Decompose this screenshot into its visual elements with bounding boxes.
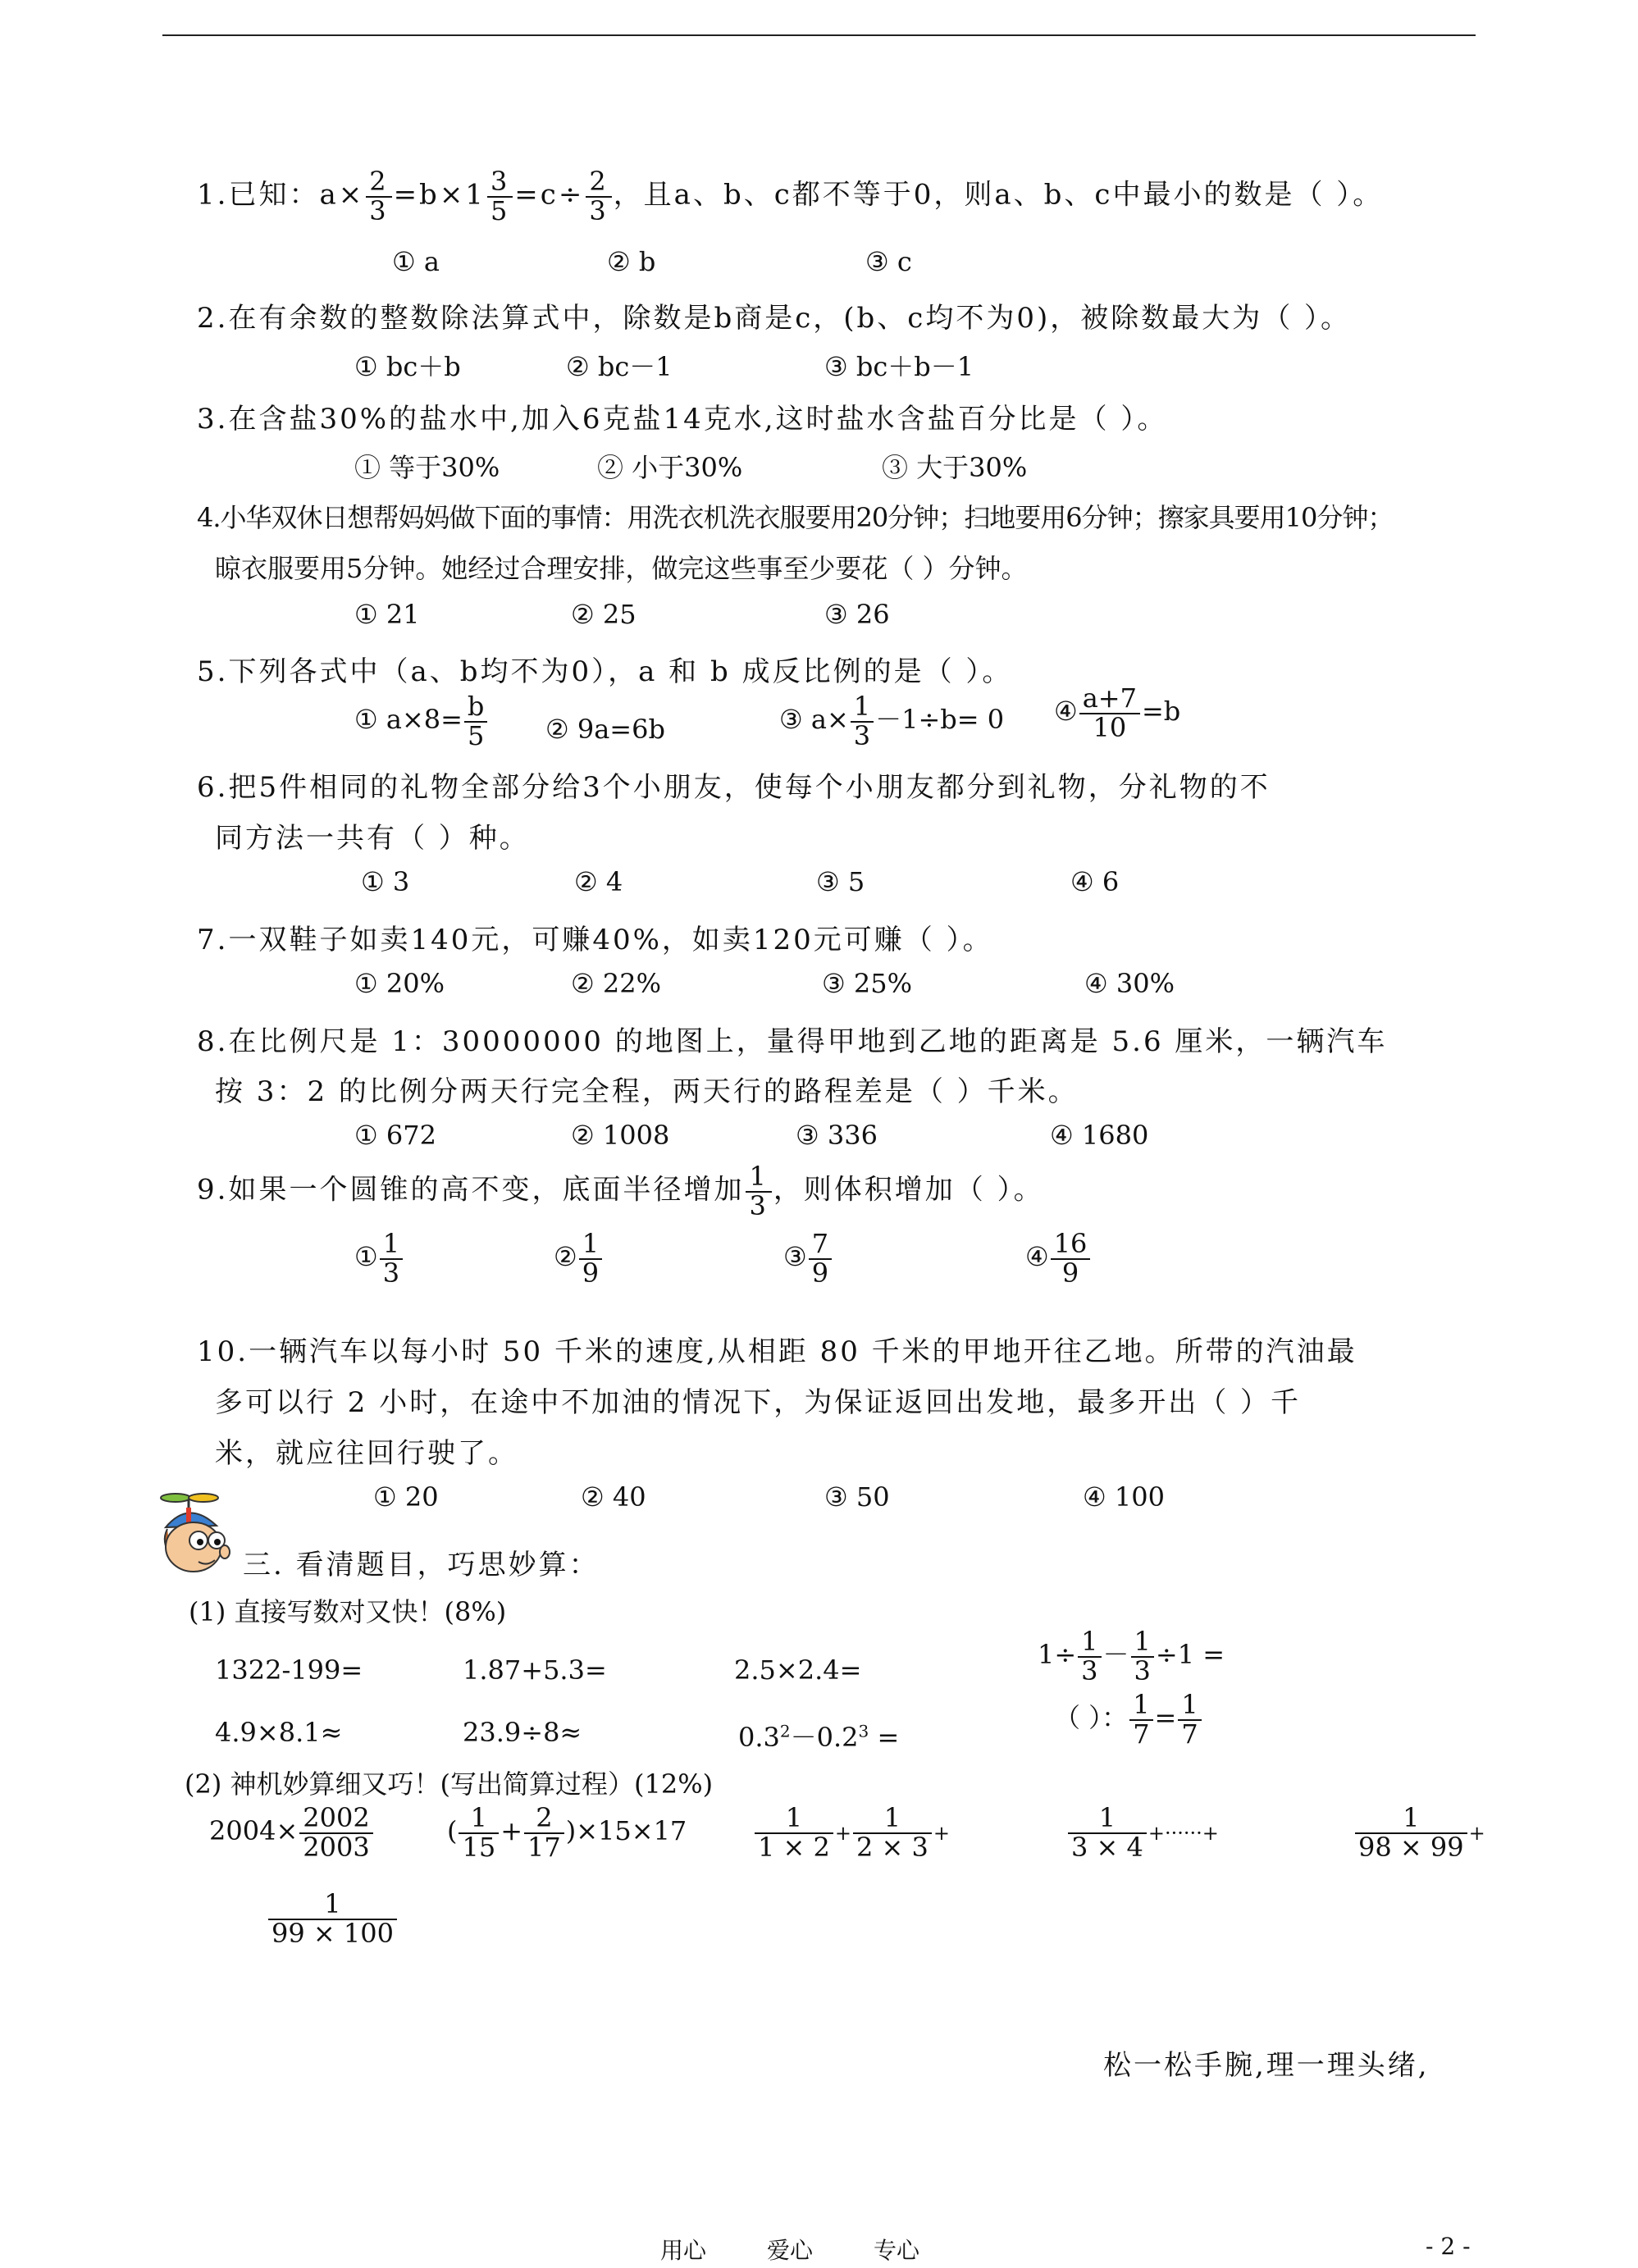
option: ① a×8= $\frac{b}{5}$ bbox=[354, 693, 489, 750]
option: ② b bbox=[607, 246, 656, 277]
question-8-line-1: 8.在比例尺是 1：30000000 的地图上，量得甲地到乙地的距离是 5.6 厘米，一辆汽车 bbox=[197, 1025, 1388, 1058]
expression: $\frac{1}{3 \times 4}$ +······+ bbox=[1066, 1805, 1219, 1861]
question-8-line-2: 按 3：2 的比例分两天行完全程，两天行的路程差是（ ）千米。 bbox=[215, 1075, 1079, 1108]
option: ① 3 bbox=[361, 866, 410, 897]
option: ② 小于30% bbox=[597, 452, 743, 483]
option: ② $\frac{1}{9}$ bbox=[554, 1230, 604, 1287]
calc-item: 2.5×2.4= bbox=[734, 1654, 862, 1686]
calc-item: 4.9×8.1≈ bbox=[215, 1717, 343, 1748]
option: ④ 100 bbox=[1083, 1481, 1165, 1513]
option: ④ $\frac{a+7}{10}$ =b bbox=[1054, 682, 1181, 743]
option: ② 1008 bbox=[571, 1120, 670, 1151]
option: ③ 25% bbox=[822, 968, 912, 999]
option: ① 等于30% bbox=[354, 452, 500, 483]
option: ③ c bbox=[865, 246, 912, 277]
option: ③ a× $\frac{1}{3}$ －1÷b= 0 bbox=[779, 691, 1005, 751]
option: ③ 50 bbox=[824, 1481, 890, 1513]
calc-item: 23.9÷8≈ bbox=[463, 1717, 582, 1748]
calc-item: 1÷ $\frac{1}{3}$ － $\frac{1}{3}$ ÷1 = bbox=[1038, 1626, 1225, 1686]
question-5: 5.下列各式中（a、b均不为0），a 和 b 成反比例的是（ ）。 bbox=[197, 655, 1013, 688]
option: ③ bc＋b－1 bbox=[824, 351, 974, 382]
section-3-title: 三. 看清题目，巧思妙算： bbox=[243, 1549, 600, 1581]
option: ④ 6 bbox=[1070, 866, 1120, 897]
option: ① bc＋b bbox=[354, 351, 461, 382]
option: ④ $\frac{16}{9}$ bbox=[1025, 1230, 1092, 1287]
expression: $\frac{1}{99 \times 100}$ bbox=[267, 1891, 399, 1947]
section-3-part-2: (2) 神机妙算细又巧！(写出简算过程）(12%) bbox=[185, 1768, 714, 1800]
question-10-line-1: 10.一辆汽车以每小时 50 千米的速度,从相距 80 千米的甲地开往乙地。所带的汽油最 bbox=[197, 1335, 1357, 1368]
footer-text: 用心 bbox=[660, 2237, 707, 2264]
header-rule bbox=[162, 34, 1476, 36]
option: ① $\frac{1}{3}$ bbox=[354, 1230, 404, 1287]
question-3: 3.在含盐30%的盐水中,加入6克盐14克水,这时盐水含盐百分比是（ ）。 bbox=[197, 403, 1168, 436]
option: ③ 336 bbox=[796, 1120, 878, 1151]
option: ① 672 bbox=[354, 1120, 436, 1151]
option: ② 22% bbox=[571, 968, 661, 999]
option: ② 40 bbox=[581, 1481, 646, 1513]
option: ③ 26 bbox=[824, 599, 890, 630]
question-10-line-3: 米，就应往回行驶了。 bbox=[215, 1437, 518, 1470]
footer-text: 爱心 bbox=[767, 2237, 814, 2264]
question-2: 2.在有余数的整数除法算式中，除数是b商是c，(b、c均不为0)，被除数最大为（ ）。 bbox=[197, 302, 1352, 335]
section-3-part-1: (1) 直接写数对又快！(8%) bbox=[189, 1596, 507, 1627]
option: ① 20% bbox=[354, 968, 445, 999]
relax-note: 松一松手腕,理一理头绪, bbox=[1103, 2049, 1430, 2082]
question-6-line-2: 同方法一共有（ ）种。 bbox=[215, 822, 530, 855]
calc-item: （ ）： $\frac{1}{7}$ = $\frac{1}{7}$ bbox=[1054, 1691, 1203, 1748]
option: ② 4 bbox=[574, 866, 623, 897]
question-10-line-2: 多可以行 2 小时，在途中不加油的情况下，为保证返回出发地，最多开出（ ）千 bbox=[215, 1386, 1302, 1419]
question-1: 1.已知：a× $\frac{2}{3}$ =b×1 $\frac{3}{5}$ =c÷ $\frac{2}{3}$ ，且a、b、c都不等于0，则a、b、c中最小的数是（ ）。 bbox=[197, 166, 1384, 226]
question-4-line-1: 4.小华双休日想帮妈妈做下面的事情：用洗衣机洗衣服要用20分钟；扫地要用6分钟；擦家具要用10分钟； bbox=[197, 502, 1394, 533]
question-9: 9.如果一个圆锥的高不变，底面半径增加 $\frac{1}{3}$ ，则体积增加（ ）。 bbox=[197, 1161, 1044, 1221]
option: ③ $\frac{7}{9}$ bbox=[783, 1230, 833, 1287]
calc-item: 1322-199= bbox=[215, 1654, 363, 1686]
option: ③ 大于30% bbox=[882, 452, 1028, 483]
option: ① a bbox=[392, 246, 440, 277]
option: ② bc－1 bbox=[566, 351, 673, 382]
question-7: 7.一双鞋子如卖140元，可赚40%，如卖120元可赚（ ）。 bbox=[197, 924, 993, 956]
question-6-line-1: 6.把5件相同的礼物全部分给3个小朋友，使每个小朋友都分到礼物，分礼物的不 bbox=[197, 771, 1271, 804]
cartoon-boy-icon bbox=[156, 1493, 246, 1583]
calc-item: 1.87+5.3= bbox=[463, 1654, 607, 1686]
calc-item: $0.3^2-0.2^3$ = bbox=[738, 1721, 900, 1753]
footer-text: 专心 bbox=[874, 2237, 920, 2264]
expression: $\frac{1}{1 \times 2}$ + $\frac{1}{2 \times 3}$ + bbox=[753, 1805, 950, 1861]
option: ① 20 bbox=[373, 1481, 439, 1513]
option: ③ 5 bbox=[816, 866, 865, 897]
page-number: - 2 - bbox=[1426, 2233, 1471, 2260]
option: ② 9a=6b bbox=[545, 714, 665, 745]
expression: 2004× $\frac{2002}{2003}$ bbox=[209, 1805, 375, 1861]
option: ② 25 bbox=[571, 599, 636, 630]
expression: $\frac{1}{98 \times 99}$ + bbox=[1353, 1805, 1485, 1861]
question-4-line-2: 晾衣服要用5分钟。她经过合理安排，做完这些事至少要花（ ）分钟。 bbox=[215, 553, 1028, 584]
option: ① 21 bbox=[354, 599, 420, 630]
expression: ( $\frac{1}{15}$ + $\frac{2}{17}$ )×15×17 bbox=[447, 1802, 687, 1863]
option: ④ 30% bbox=[1084, 968, 1175, 999]
option: ④ 1680 bbox=[1050, 1120, 1149, 1151]
